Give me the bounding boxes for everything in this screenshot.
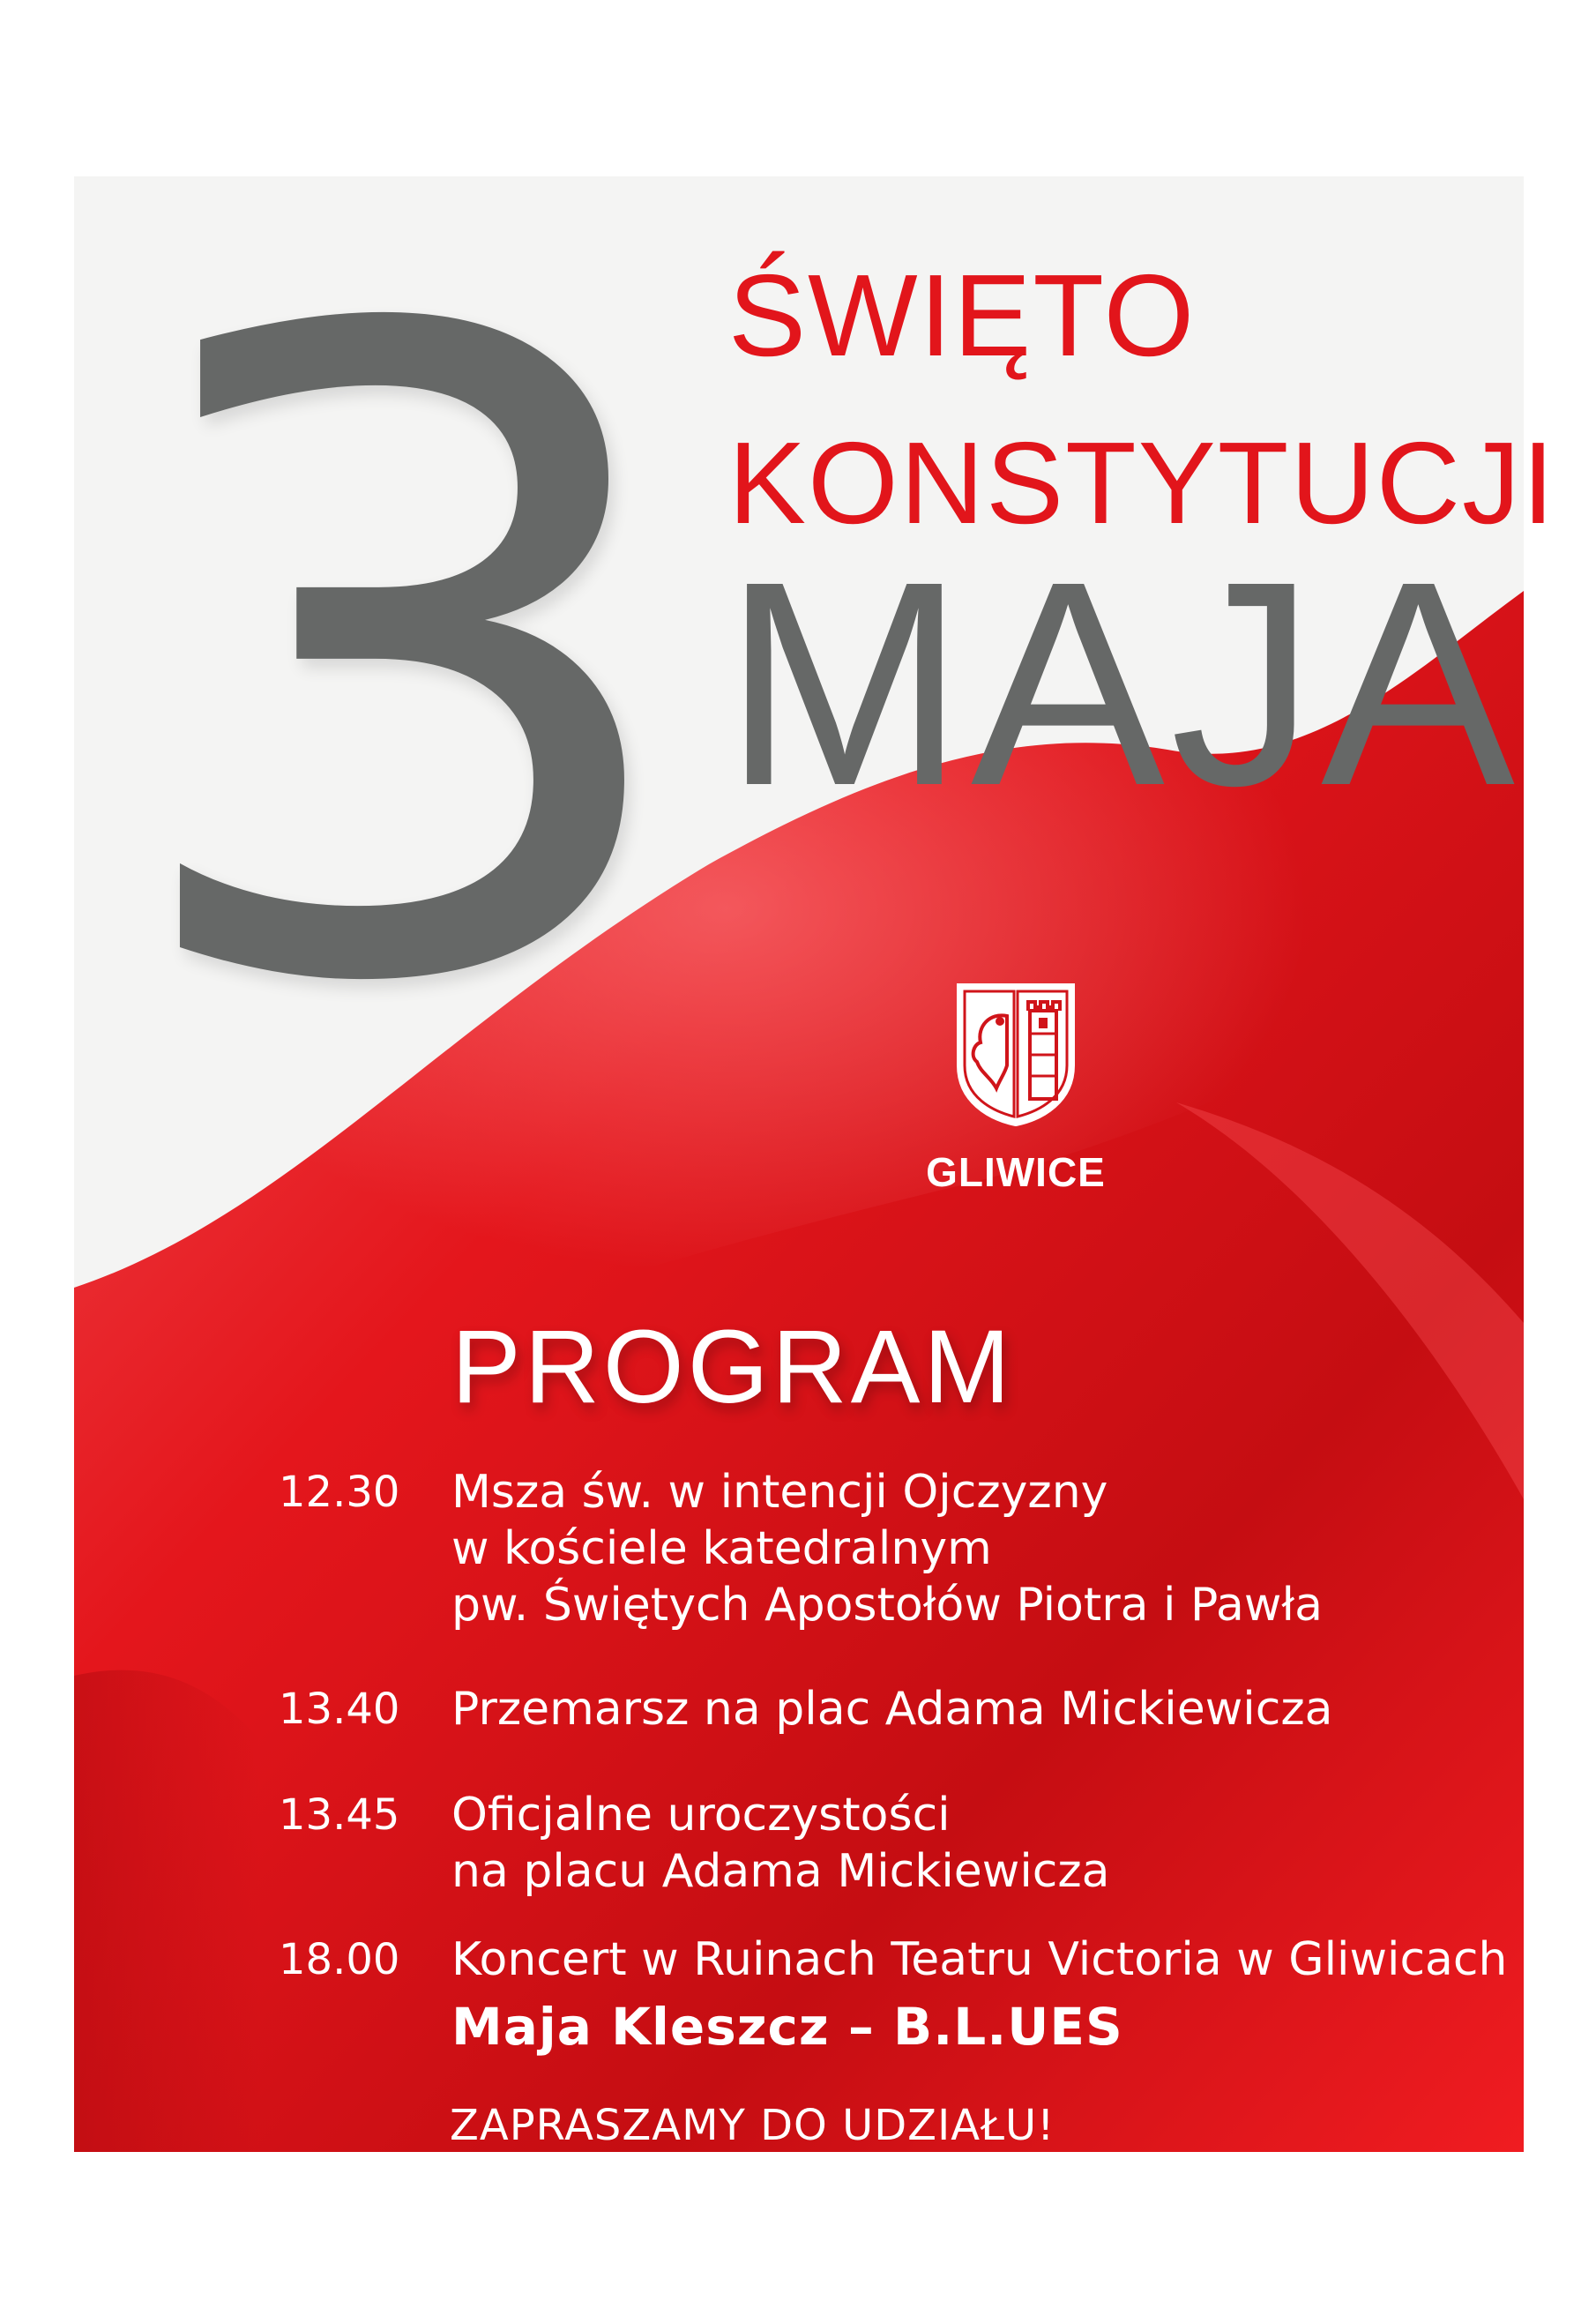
big-numeral-three: 3 <box>109 148 699 1175</box>
event-line: w kościele katedralnym <box>451 1522 992 1575</box>
event-line: Przemarsz na plac Adama Mickiewicza <box>451 1683 1333 1736</box>
event-time: 12.30 <box>279 1468 400 1517</box>
program-heading: PROGRAM <box>451 1309 1014 1425</box>
event-line: Oficjalne uroczystości <box>451 1789 951 1842</box>
event-line: pw. Świętych Apostołów Piotra i Pawła <box>451 1579 1324 1632</box>
footer-address: Ruiny Teatru Victoria w Gliwicach, aleja Przyjaźni 18 <box>443 2200 1175 2233</box>
event-description <box>451 1464 1323 1633</box>
event-description <box>451 1681 1332 1737</box>
event-time: 18.00 <box>279 1935 400 1984</box>
event-time: 13.45 <box>279 1790 400 1840</box>
event-time: 13.40 <box>279 1685 400 1734</box>
event-line: na placu Adama Mickiewicza <box>451 1845 1110 1898</box>
gliwice-coat-of-arms-icon <box>954 981 1078 1127</box>
event-line: Koncert w Ruinach Teatru Victoria w Gliwicach <box>451 1933 1508 1986</box>
event-description <box>451 1931 1507 1988</box>
title-swieto: ŚWIĘTO <box>728 250 1197 380</box>
concert-performer: Maja Kleszcz – B.L.UES <box>451 1997 1123 2057</box>
invitation-text: ZAPRASZAMY DO UDZIAŁU! <box>450 2101 1055 2150</box>
footer-tickets: Bilety na koncert w cenie 5 zł dostępne w kasach kina Amok, <box>443 2245 1224 2275</box>
poster <box>74 148 1556 2316</box>
event-line: Msza św. w intencji Ojczyzny <box>451 1466 1108 1519</box>
title-maja: MAJA <box>723 520 1521 846</box>
event-description <box>451 1787 1110 1900</box>
city-name: GLIWICE <box>926 1149 1106 1195</box>
title-konstytucji: KONSTYTUCJI <box>728 418 1556 548</box>
footer-info: Centrum Informacji Kulturalnej i Turystycznej oraz www.ckvictoria.pl <box>443 2286 1313 2316</box>
